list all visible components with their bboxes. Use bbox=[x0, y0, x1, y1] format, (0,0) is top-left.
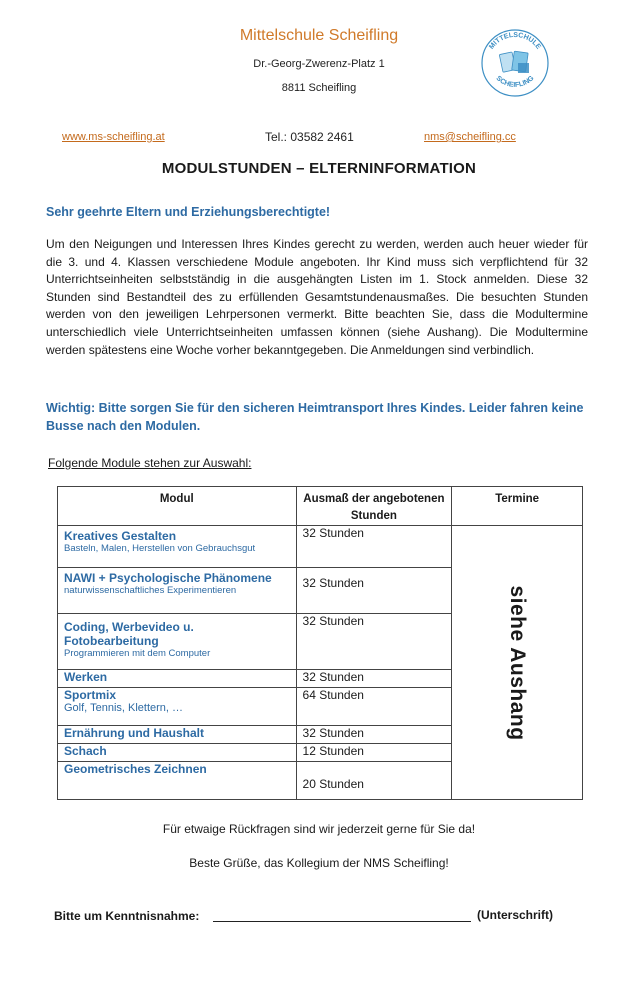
module-description: Programmieren mit dem Computer bbox=[64, 648, 211, 659]
email-link[interactable]: nms@scheifling.cc bbox=[424, 131, 516, 143]
module-cell bbox=[58, 526, 297, 568]
phone-number: Tel.: 03582 2461 bbox=[265, 130, 354, 144]
module-name: NAWI + Psychologische Phänomene bbox=[64, 571, 272, 585]
module-cell bbox=[58, 762, 297, 800]
module-cell bbox=[58, 744, 297, 762]
module-name: Kreatives Gestalten bbox=[64, 529, 177, 543]
svg-text:MITTELSCHULE: MITTELSCHULE bbox=[488, 31, 542, 51]
school-name: Mittelschule Scheifling bbox=[239, 27, 399, 44]
hours-cell: 32 Stunden bbox=[296, 526, 452, 568]
acknowledgement-label: Bitte um Kenntnisnahme: bbox=[54, 909, 200, 923]
module-name: Sportmix bbox=[64, 688, 117, 702]
module-name: Ernährung und Haushalt bbox=[64, 726, 205, 740]
table-header-row bbox=[58, 487, 583, 526]
hours-cell: 64 Stunden bbox=[296, 688, 452, 726]
termine-note: siehe Aushang bbox=[506, 584, 530, 741]
document-title: MODULSTUNDEN – ELTERNINFORMATION bbox=[161, 160, 477, 177]
module-name: Werken bbox=[64, 670, 108, 684]
hours-cell: 20 Stunden bbox=[296, 762, 452, 800]
regards-line: Beste Grüße, das Kollegium der NMS Scheifling! bbox=[189, 856, 449, 870]
hours-cell: 12 Stunden bbox=[296, 744, 452, 762]
table-intro: Folgende Module stehen zur Auswahl: bbox=[48, 456, 252, 470]
module-description: Basteln, Malen, Herstellen von Gebrauchsgut bbox=[64, 543, 256, 554]
module-cell bbox=[58, 688, 297, 726]
module-cell bbox=[58, 614, 297, 670]
module-name: Coding, Werbevideo u. Fotobearbeitung bbox=[64, 620, 194, 648]
greeting: Sehr geehrte Eltern und Erziehungsberechtigte! bbox=[46, 205, 331, 219]
module-cell bbox=[58, 726, 297, 744]
address-street: Dr.-Georg-Zwerenz-Platz 1 bbox=[253, 58, 385, 70]
school-logo bbox=[478, 26, 552, 100]
module-name: Geometrisches Zeichnen bbox=[64, 762, 207, 776]
module-description: naturwissenschaftliches Experimentieren bbox=[64, 585, 237, 596]
module-description: Golf, Tennis, Klettern, … bbox=[64, 702, 184, 714]
module-name: Schach bbox=[64, 744, 107, 758]
header-modul: Modul bbox=[58, 487, 297, 526]
hours-cell: 32 Stunden bbox=[296, 614, 452, 670]
signature-suffix: (Unterschrift) bbox=[477, 908, 554, 922]
header-termine: Termine bbox=[452, 487, 583, 526]
hours-cell: 32 Stunden bbox=[296, 726, 452, 744]
address-city: 8811 Scheifling bbox=[281, 82, 357, 94]
table-row bbox=[58, 526, 583, 568]
module-cell bbox=[58, 670, 297, 688]
questions-line: Für etwaige Rückfragen sind wir jederzeit gerne für Sie da! bbox=[162, 822, 476, 836]
hours-cell: 32 Stunden bbox=[296, 568, 452, 614]
transport-warning: Wichtig: Bitte sorgen Sie für den sicheren Heimtransport Ihres Kindes. Leider fahren keine Busse nach den Modulen. bbox=[46, 401, 584, 433]
termine-cell bbox=[452, 526, 583, 800]
website-link[interactable]: www.ms-scheifling.at bbox=[62, 131, 165, 143]
hours-cell: 32 Stunden bbox=[296, 670, 452, 688]
module-table bbox=[57, 486, 583, 800]
header-hours: Ausmaß der angebotenen Stunden bbox=[296, 487, 452, 526]
signature-line bbox=[213, 921, 471, 922]
module-cell bbox=[58, 568, 297, 614]
body-paragraph: Um den Neigungen und Interessen Ihres Kindes gerecht zu werden, werden auch heuer wieder für die 3. und 4. Klassen verschiedene Module angeboten. Ihr Kind muss sich verpflichtend für 32 Unterrichtseinheiten selbstständig in die ausgehängten Listen im 1. Stock anmelden. Diese 32 Stunden sind Bestandteil des zu erfüllenden Gesamtstundenausmaßes. Die besuchten Stunden werden von den jeweiligen Lehrpersonen vermerkt. Bitte beachten Sie, dass die Modultermine unterschiedlich viele Unterrichtseinheiten umfassen können (siehe Aushang). Die Modultermine werden spätestens eine Woche vorher bekanntgegeben. Die Anmeldungen sind verbindlich. bbox=[46, 237, 588, 357]
svg-text:SCHEIFLING: SCHEIFLING bbox=[494, 74, 536, 89]
